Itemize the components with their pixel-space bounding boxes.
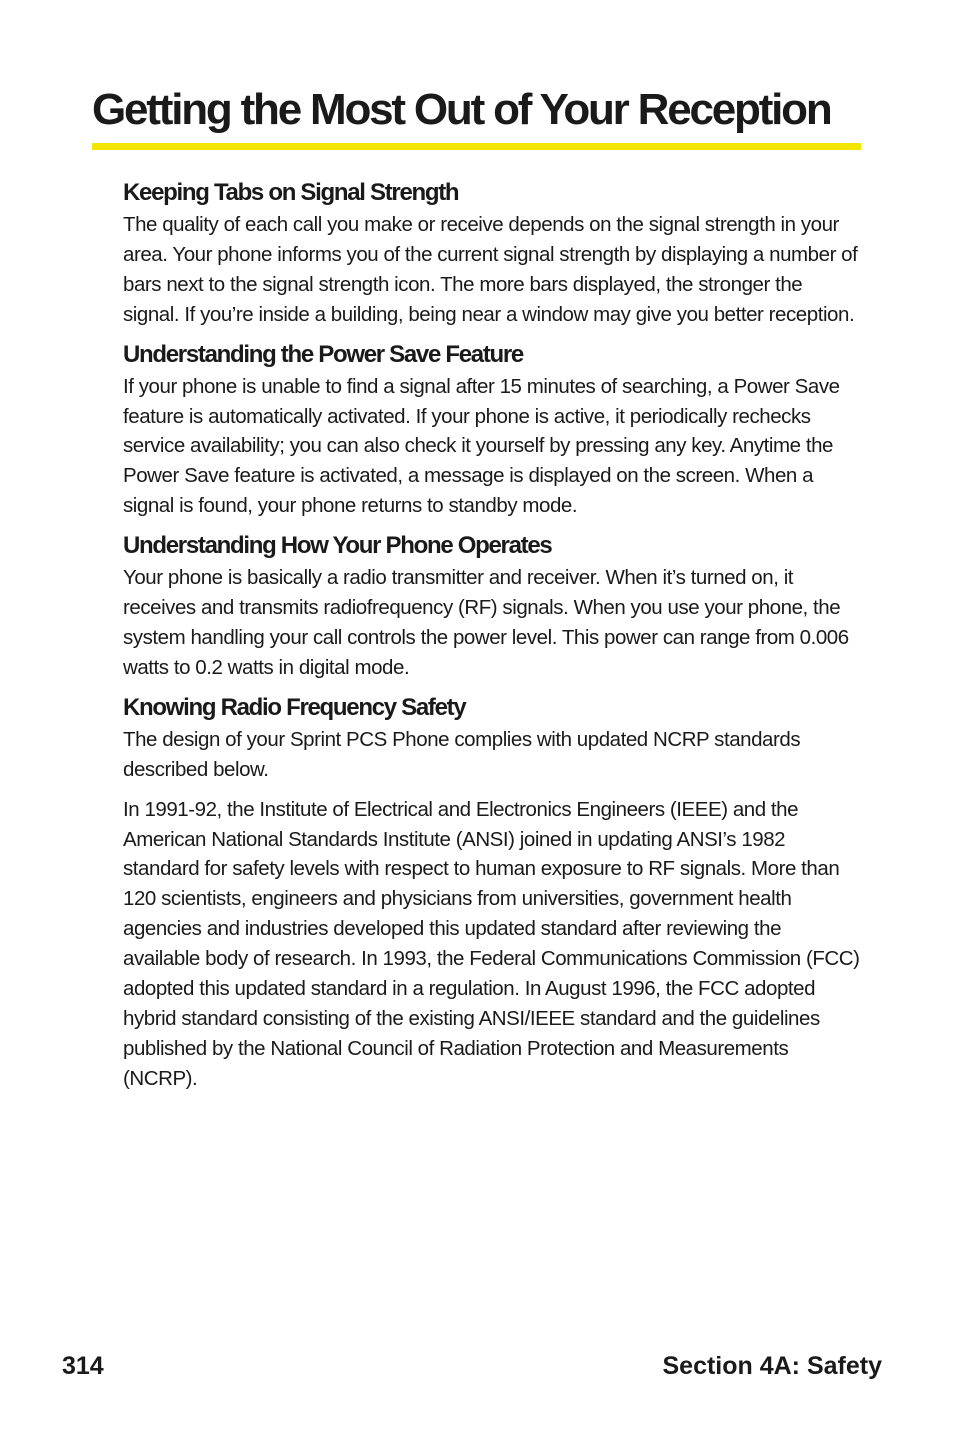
page-number: 314 [62,1352,104,1380]
footer-section-label: Section 4A: Safety [662,1352,882,1380]
page-title: Getting the Most Out of Your Reception [92,85,831,134]
section-paragraph: The design of your Sprint PCS Phone complies with updated NCRP standards described below. [123,727,801,781]
section-paragraph: If your phone is unable to find a signal after 15 minutes of searching, a Power Save feature is automatically activated. If your phone is active, it periodically rechecks service availability; you can also check it yourself by pressing any key. Anytime the Power Save feature is activated, a message is displayed on the screen. When a signal is found, your phone returns to standby mode. [123,374,840,518]
section-paragraph: Your phone is basically a radio transmitter and receiver. When it’s turned on, it receives and transmits radiofrequency (RF) signals. When you use your phone, the system handling your call controls the power level. This power can range from 0.006 watts to 0.2 watts in digital mode. [123,566,849,679]
section-heading: Knowing Radio Frequency Safety [123,693,466,721]
title-underline-rule [92,143,861,150]
section-power-save [123,338,863,522]
page-content [123,176,863,1102]
section-paragraph: The quality of each call you make or receive depends on the signal strength in your area. Your phone informs you of the current signal strength by displaying a number of bars next to the signal strength icon. The more bars displayed, the stronger the signal. If you’re inside a building, being near a window may give you better reception. [123,213,858,326]
section-phone-operates [123,529,863,683]
section-signal-strength [123,176,863,330]
section-paragraph: In 1991-92, the Institute of Electrical and Electronics Engineers (IEEE) and the American National Standards Institute (ANSI) joined in updating ANSI’s 1982 standard for safety levels with respect to human exposure to RF signals. More than 120 scientists, engineers and physicians from universities, government health agencies and industries developed this updated standard after reviewing the available body of research. In 1993, the Federal Communications Commission (FCC) adopted this updated standard in a regulation. In August 1996, the FCC adopted hybrid standard consisting of the existing ANSI/IEEE standard and the guidelines published by the National Council of Radiation Protection and Measurements (NCRP). [123,797,860,1090]
section-heading: Understanding the Power Save Feature [123,340,523,368]
section-rf-safety [123,691,863,1094]
section-heading: Keeping Tabs on Signal Strength [123,179,459,206]
section-heading: Understanding How Your Phone Operates [123,532,552,560]
